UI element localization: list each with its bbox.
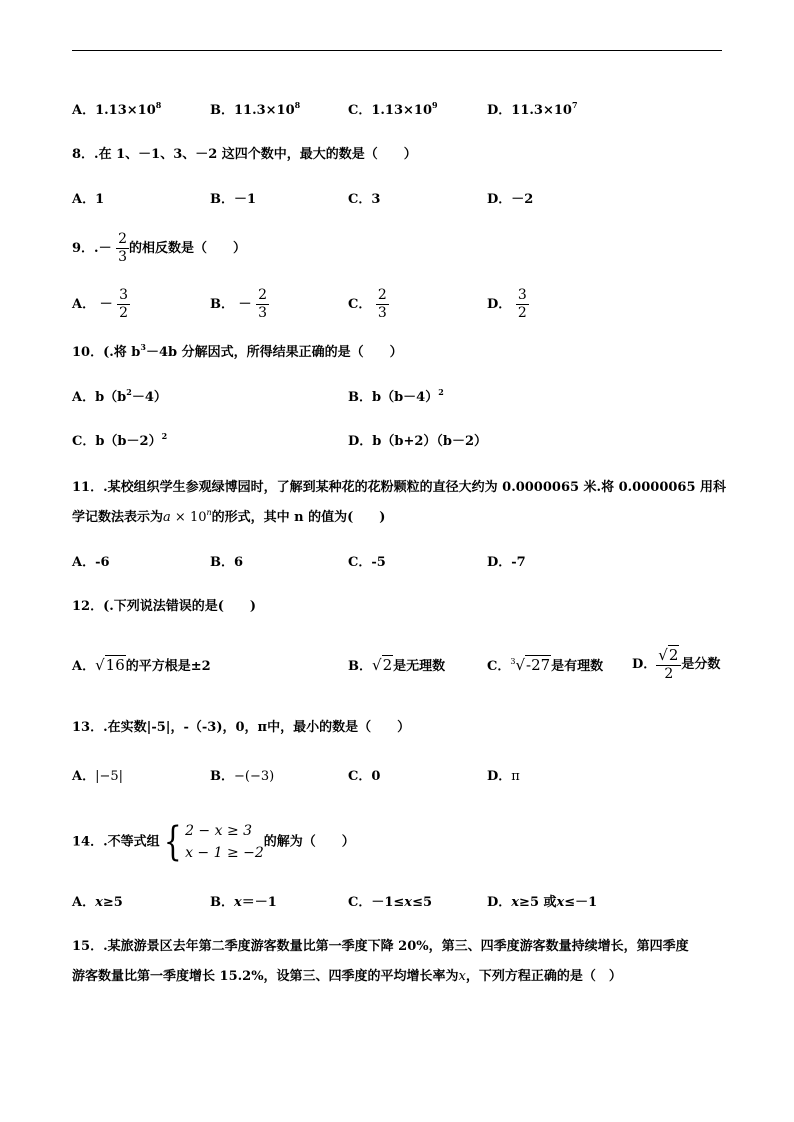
q7-option-a: A．$1.13\times 10^8$ [72,100,162,118]
q13-stem: 13．.在实数|-5|，-（-3)，0，π中，最小的数是（ ） [72,720,411,735]
q10-option-a: A．$b(b^2-4)$ [72,387,167,405]
q10-option-d: D．b（b+2）（b－2） [348,434,488,449]
q11-stem-line1: 11．.某校组织学生参观绿博园时，了解到某种花的花粉颗粒的直径大约为 0.0000065 米.将 0.0000065 用科 [72,480,727,495]
q15-stem-line2: 游客数量比第一季度增长 15.2%，设第三、四季度的平均增长率为x，下列方程正确的是（ ） [72,969,622,984]
q9-option-c: C． $\frac{2}{3}$ [348,287,387,321]
q8-stem: 8．.在 1、－1、3、－2 这四个数中，最大的数是（ ） [72,147,417,162]
q14-inequality-system: { 2 − x ≥ 3 x − 1 ≥ −2 [163,818,264,865]
q9-option-a: A． － $\frac{3}{2}$ [72,287,129,321]
q7-option-d: D．$11.3\times 10^7$ [487,100,578,118]
q10-option-b: B．$b(b-4)^2$ [348,387,444,405]
q14-stem: 14．.不等式组{ 2 − x ≥ 3 x − 1 ≥ −2 的解为（ ） [72,817,355,868]
q13-option-a: A．|−5| [72,769,124,784]
q14-option-b: B．x＝－1 [210,895,277,910]
q12-option-d: D． $\frac{√2}{2}$ 是分数 [632,645,721,682]
q13-option-d: D．π [487,769,520,784]
q14-option-a: A．x≥5 [72,895,123,910]
q7-option-c: C．$1.13\times 10^9$ [348,100,438,118]
q10-stem: 10．(.将 $b^3-4b$ 分解因式，所得结果正确的是（ ） [72,342,403,360]
q15-stem-line1: 15．.某旅游景区去年第二季度游客数量比第一季度下降 20%，第三、四季度游客数量持续增长，第四季度 [72,939,689,954]
q10-option-c: C．$b(b-2)^2$ [72,431,168,449]
header-rule [72,50,722,51]
q11-option-a: A．-6 [72,555,110,570]
q12-option-c: C．$^3$√-27是有理数 [487,656,604,674]
q8-option-b: B．－1 [210,192,257,207]
q8-option-d: D．－2 [487,192,534,207]
q11-stem-line2: 学记数法表示为$a \times 10^n$的形式，其中 n 的值为( ) [72,508,386,525]
q8-option-c: C．3 [348,192,381,207]
q12-stem: 12．(.下列说法错误的是( ) [72,599,257,614]
q9-stem: 9．.－ $\frac{2}{3}$ 的相反数是（ ） [72,231,247,265]
q12-option-a: A．√16的平方根是±2 [72,656,211,674]
q13-option-c: C．0 [348,769,381,784]
q14-option-d: D．x≥5 或x≤－1 [487,895,598,910]
q11-option-b: B．6 [210,555,244,570]
q9-fraction: $\frac{2}{3}$ [118,231,128,265]
q12-option-b: B．√2是无理数 [348,656,446,674]
q14-option-c: C．－1≤x≤5 [348,895,433,910]
q11-option-c: C．-5 [348,555,386,570]
q8-option-a: A．1 [72,192,105,207]
q11-option-d: D．-7 [487,555,526,570]
q13-option-b: B．−(−3) [210,769,275,784]
q7-option-b: B．$11.3\times 10^8$ [210,100,301,118]
q9-option-b: B． － $\frac{2}{3}$ [210,287,267,321]
q9-option-d: D． $\frac{3}{2}$ [487,287,527,321]
